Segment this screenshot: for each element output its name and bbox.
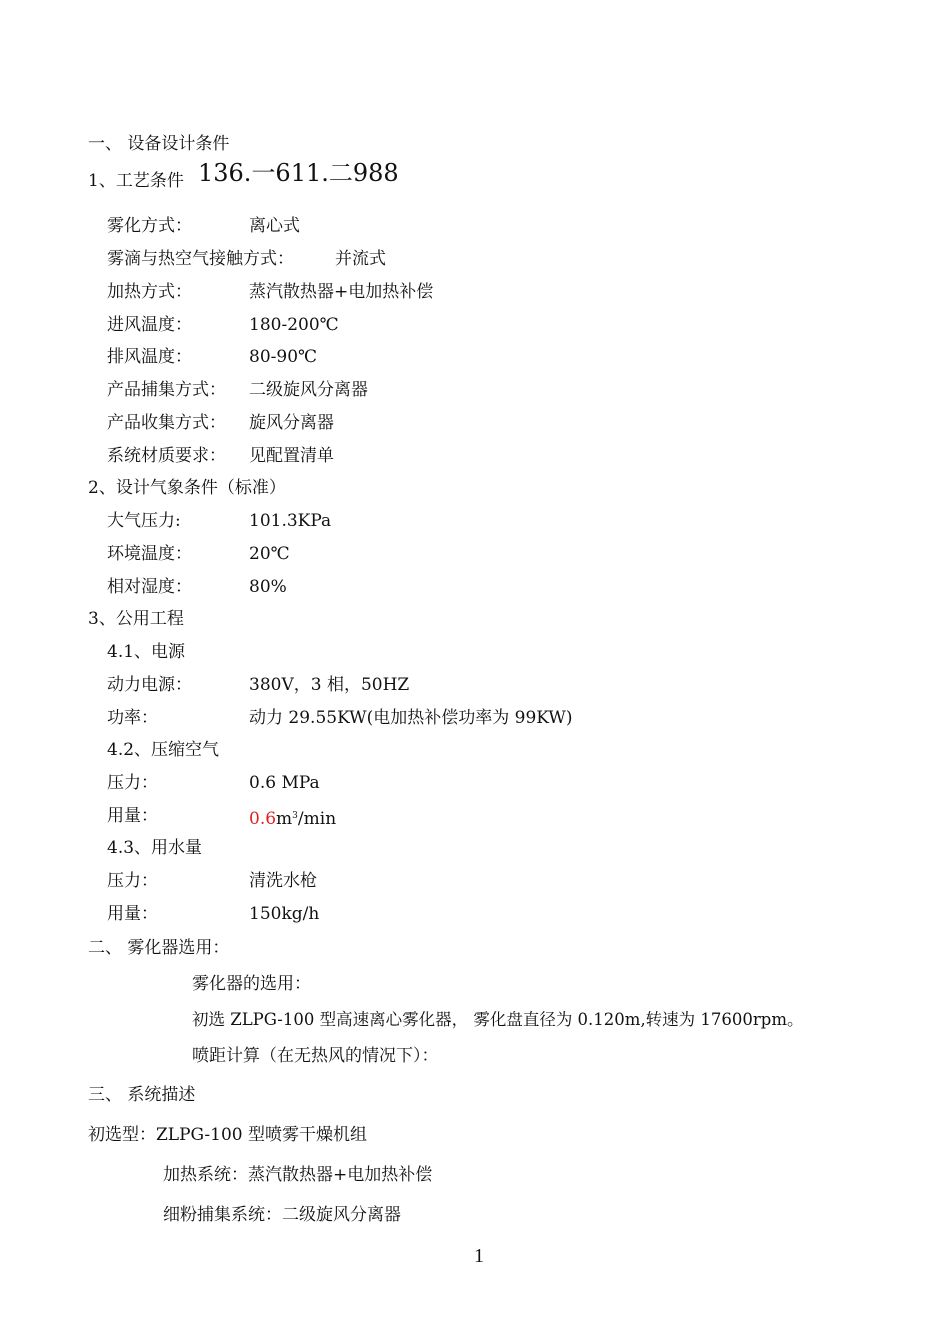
condition-value: 0.6 MPa xyxy=(249,773,320,793)
condition-value: 80% xyxy=(249,577,287,597)
condition-value: 380V，3 相，50HZ xyxy=(249,675,410,695)
condition-value: 150kg/h xyxy=(249,904,320,924)
condition-key: 用量： xyxy=(107,806,158,826)
air-usage-superscript: 3 xyxy=(292,811,298,821)
compressed-air-label: 4.2、压缩空气 xyxy=(107,740,220,760)
condition-key: 产品收集方式： xyxy=(107,413,226,433)
air-usage-unit-suffix: /min xyxy=(297,809,337,829)
condition-key: 雾滴与热空气接触方式： xyxy=(107,249,294,269)
condition-key: 相对湿度： xyxy=(107,577,192,597)
condition-key: 系统材质要求： xyxy=(107,446,226,466)
condition-value: 20℃ xyxy=(249,544,290,564)
condition-value: 101.3KPa xyxy=(249,511,332,531)
section-3-heading: 三、 系统描述 xyxy=(88,1085,196,1105)
condition-value: 并流式 xyxy=(335,249,386,269)
condition-key: 压力： xyxy=(107,871,158,891)
condition-key: 排风温度： xyxy=(107,347,192,367)
system-item: 加热系统：蒸汽散热器+电加热补偿 xyxy=(163,1165,433,1185)
section-2-line: 初选 ZLPG-100 型高速离心雾化器， 雾化盘直径为 0.120m,转速为 17600rpm。 xyxy=(192,1010,804,1029)
condition-value: 动力 29.55KW(电加热补偿功率为 99KW) xyxy=(249,708,573,728)
condition-key: 压力： xyxy=(107,773,158,793)
condition-value: 80-90℃ xyxy=(249,347,318,367)
system-model: 初选型：ZLPG-100 型喷雾干燥机组 xyxy=(88,1125,368,1145)
condition-value: 蒸汽散热器+电加热补偿 xyxy=(249,282,434,302)
section-2-line: 喷距计算（在无热风的情况下）： xyxy=(192,1046,439,1066)
condition-key: 进风温度： xyxy=(107,315,192,335)
page-number: 1 xyxy=(474,1245,484,1267)
utility-label: 3、公用工程 xyxy=(88,609,184,629)
weather-conditions-label: 2、设计气象条件（标准） xyxy=(88,478,286,498)
condition-key: 环境温度： xyxy=(107,544,192,564)
system-item: 细粉捕集系统：二级旋风分离器 xyxy=(163,1205,401,1225)
section-2-heading: 二、 雾化器选用： xyxy=(88,938,230,958)
water-usage-label: 4.3、用水量 xyxy=(107,838,203,858)
condition-key: 功率： xyxy=(107,708,158,728)
condition-value: 二级旋风分离器 xyxy=(249,380,368,400)
air-usage-value xyxy=(249,805,336,830)
air-usage-number: 0.6 xyxy=(249,809,277,829)
condition-key: 加热方式： xyxy=(107,282,192,302)
condition-key: 动力电源： xyxy=(107,675,192,695)
section-2-line: 雾化器的选用： xyxy=(192,974,311,994)
condition-key: 雾化方式： xyxy=(107,216,192,236)
air-usage-unit: m xyxy=(276,809,293,829)
condition-key: 产品捕集方式： xyxy=(107,380,226,400)
condition-value: 旋风分离器 xyxy=(249,413,334,433)
condition-key: 大气压力: xyxy=(107,511,181,531)
phone-number: 136.一611.二988 xyxy=(198,159,399,187)
condition-value: 180-200℃ xyxy=(249,315,339,335)
condition-value: 清洗水枪 xyxy=(249,871,317,891)
process-conditions-label: 1、工艺条件 xyxy=(88,171,184,191)
condition-value: 离心式 xyxy=(249,216,300,236)
condition-key: 用量： xyxy=(107,904,158,924)
power-label: 4.1、电源 xyxy=(107,642,186,662)
section-1-heading: 一、 设备设计条件 xyxy=(88,134,230,154)
condition-value: 见配置清单 xyxy=(249,446,334,466)
